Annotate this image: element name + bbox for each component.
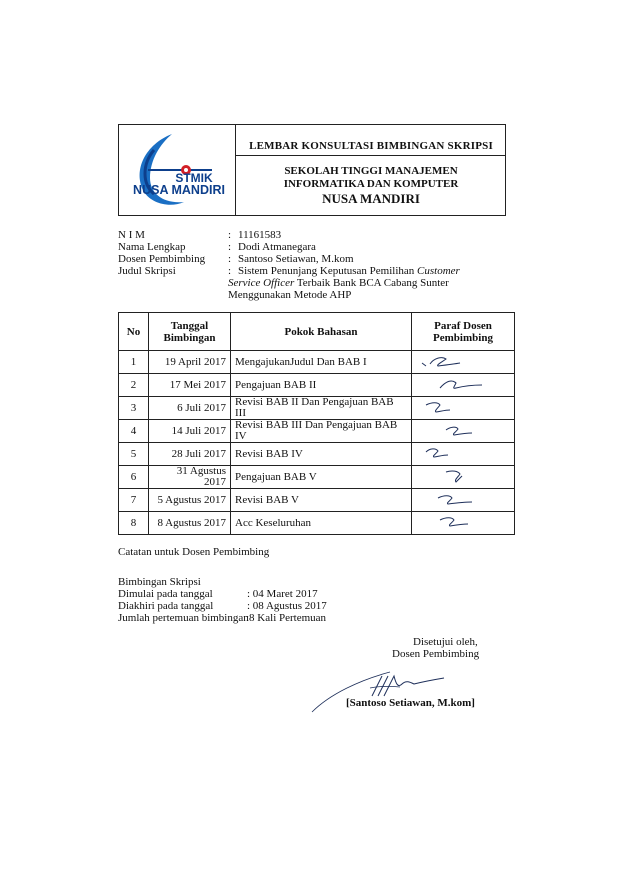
document-title: LEMBAR KONSULTASI BIMBINGAN SKRIPSI xyxy=(249,140,493,152)
table-row xyxy=(119,466,515,489)
paraf-signature xyxy=(416,398,506,416)
nim-label: N I M xyxy=(118,229,145,241)
cell-no: 4 xyxy=(119,420,149,443)
cell-no: 8 xyxy=(119,512,149,535)
cell-topic: Acc Keseluruhan xyxy=(231,512,412,535)
institution-name-line2: INFORMATIKA DAN KOMPUTER xyxy=(283,178,459,190)
cell-topic: Pengajuan BAB II xyxy=(231,374,412,397)
start-date-label: Dimulai pada tanggal xyxy=(118,588,213,600)
cell-topic: Revisi BAB II Dan Pengajuan BAB III xyxy=(231,397,412,420)
nim-value: 11161583 xyxy=(238,229,282,241)
cell-topic: Revisi BAB V xyxy=(231,489,412,512)
table-row xyxy=(119,420,515,443)
name-value: Dodi Atmanegara xyxy=(238,241,316,253)
meeting-count-label: Jumlah pertemuan bimbingan xyxy=(118,612,249,624)
thesis-title-label: Judul Skripsi xyxy=(118,265,176,277)
thesis-title-text: Terbaik Bank BCA Cabang Sunter xyxy=(294,277,449,289)
logo-text-bottom: NUSA MANDIRI xyxy=(133,183,225,197)
cell-no: 2 xyxy=(119,374,149,397)
guidance-section-title: Bimbingan Skripsi xyxy=(118,576,201,588)
approver-name: [Santoso Setiawan, M.kom] xyxy=(346,697,475,709)
paraf-signature xyxy=(416,444,506,462)
name-label: Nama Lengkap xyxy=(118,241,186,253)
advisor-label: Dosen Pembimbing xyxy=(118,253,206,265)
thesis-title-separator: : xyxy=(228,265,232,277)
cell-date: 28 Juli 2017 xyxy=(149,443,231,466)
name-separator: : xyxy=(228,241,232,253)
paraf-signature xyxy=(416,513,506,531)
column-header-topic: Pokok Bahasan xyxy=(231,313,412,351)
header-divider xyxy=(235,155,506,156)
cell-signature xyxy=(412,512,515,535)
meeting-count-value: :8 Kali Pertemuan xyxy=(246,612,327,624)
cell-signature xyxy=(412,489,515,512)
cell-date: 31 Agustus 2017 xyxy=(149,466,231,489)
cell-date: 19 April 2017 xyxy=(149,351,231,374)
table-header-row xyxy=(119,313,515,351)
end-date-value: : 08 Agustus 2017 xyxy=(247,600,327,612)
thesis-title-text: Sistem Penunjang Keputusan Pemilihan xyxy=(238,265,418,277)
paraf-signature xyxy=(416,352,506,370)
paraf-signature xyxy=(416,375,506,393)
cell-date: 14 Juli 2017 xyxy=(149,420,231,443)
table-row xyxy=(119,374,515,397)
cell-signature xyxy=(412,397,515,420)
cell-topic: Revisi BAB III Dan Pengajuan BAB IV xyxy=(231,420,412,443)
advisor-separator: : xyxy=(228,253,232,265)
institution-name-line3: NUSA MANDIRI xyxy=(322,191,420,206)
cell-date: 5 Agustus 2017 xyxy=(149,489,231,512)
cell-no: 6 xyxy=(119,466,149,489)
cell-signature xyxy=(412,374,515,397)
cell-date: 8 Agustus 2017 xyxy=(149,512,231,535)
approved-label: Disetujui oleh, xyxy=(413,636,478,648)
cell-date: 17 Mei 2017 xyxy=(149,374,231,397)
table-row xyxy=(119,512,515,535)
paraf-signature xyxy=(416,467,506,485)
cell-no: 3 xyxy=(119,397,149,420)
thesis-title-italic: Customer xyxy=(417,265,460,277)
cell-topic: Pengajuan BAB V xyxy=(231,466,412,489)
cell-no: 1 xyxy=(119,351,149,374)
stmik-logo xyxy=(124,130,230,210)
advisor-value: Santoso Setiawan, M.kom xyxy=(238,253,354,265)
end-date-label: Diakhiri pada tanggal xyxy=(118,600,214,612)
cell-signature xyxy=(412,351,515,374)
logo-text-top: STMIK xyxy=(175,171,213,185)
cell-signature xyxy=(412,443,515,466)
thesis-title-line3: Menggunakan Metode AHP xyxy=(228,289,352,301)
cell-date: 6 Juli 2017 xyxy=(149,397,231,420)
start-date-value: : 04 Maret 2017 xyxy=(247,588,318,600)
cell-topic: Revisi BAB IV xyxy=(231,443,412,466)
paraf-signature xyxy=(416,490,506,508)
column-header-no: No xyxy=(119,313,149,351)
approver-role: Dosen Pembimbing xyxy=(392,648,480,660)
table-row xyxy=(119,443,515,466)
cell-no: 5 xyxy=(119,443,149,466)
table-row xyxy=(119,397,515,420)
column-header-signature: Paraf Dosen Pembimbing xyxy=(412,313,515,351)
table-row xyxy=(119,489,515,512)
nim-separator: : xyxy=(228,229,232,241)
paraf-signature xyxy=(416,421,506,439)
consultation-table xyxy=(118,312,515,535)
table-row xyxy=(119,351,515,374)
thesis-title-italic: Service Officer xyxy=(228,277,295,289)
cell-no: 7 xyxy=(119,489,149,512)
cell-topic: MengajukanJudul Dan BAB I xyxy=(231,351,412,374)
cell-signature xyxy=(412,466,515,489)
institution-name-line1: SEKOLAH TINGGI MANAJEMEN xyxy=(284,165,458,177)
cell-signature xyxy=(412,420,515,443)
advisor-note: Catatan untuk Dosen Pembimbing xyxy=(118,546,270,558)
column-header-date: Tanggal Bimbingan xyxy=(149,313,231,351)
